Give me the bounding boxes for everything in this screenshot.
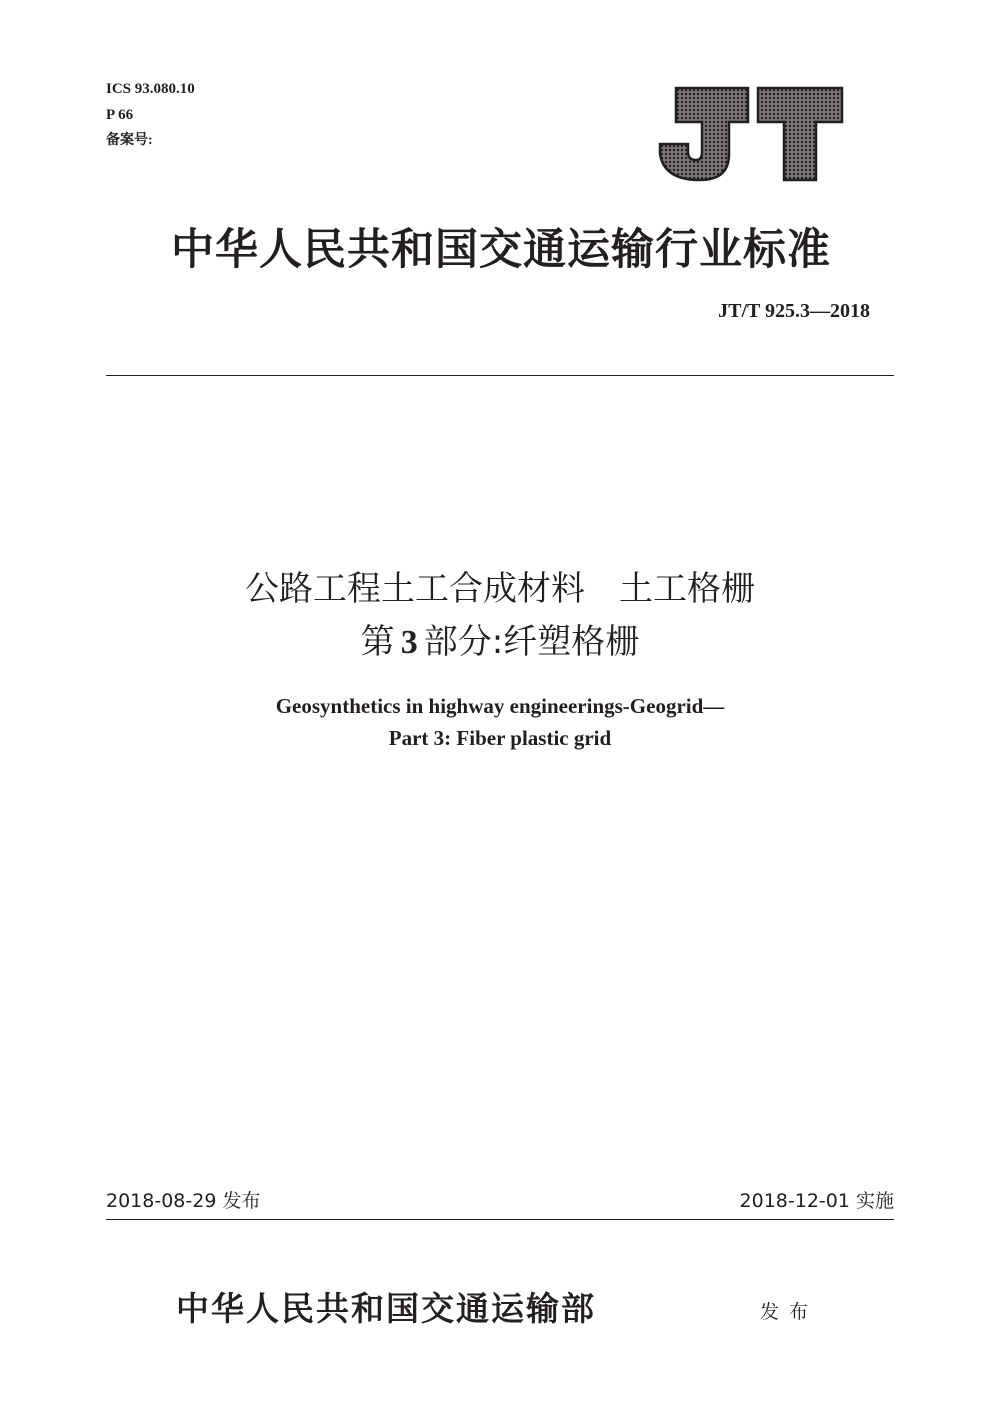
classification-code: P 66	[106, 107, 134, 123]
title-cn-part-number: 3	[400, 624, 418, 661]
record-number-label: 备案号:	[106, 133, 153, 148]
bottom-divider	[106, 1219, 894, 1220]
ics-code: ICS 93.080.10	[106, 81, 195, 97]
title-en-line1: Geosynthetics in highway engineerings-Geogrid—	[275, 694, 725, 718]
title-cn-line1: 公路工程土工合成材料 土工格栅	[245, 569, 755, 609]
title-en-line2: Part 3: Fiber plastic grid	[388, 726, 612, 750]
title-cn-part-suffix: 部分:纤塑格栅	[423, 622, 640, 662]
standard-category: 中华人民共和国交通运输行业标准	[171, 225, 831, 275]
top-divider	[106, 375, 894, 376]
title-cn-part-prefix: 第	[360, 622, 395, 662]
publisher-name: 中华人民共和国交通运输部	[176, 1289, 596, 1328]
publish-label: 发布	[760, 1301, 819, 1323]
standard-number: JT/T 925.3—2018	[718, 300, 870, 322]
issue-date: 2018-08-29 发布	[106, 1190, 261, 1212]
jt-logo	[656, 84, 846, 184]
title-cn-line2	[0, 614, 1000, 663]
implementation-date: 2018-12-01 实施	[739, 1190, 894, 1212]
